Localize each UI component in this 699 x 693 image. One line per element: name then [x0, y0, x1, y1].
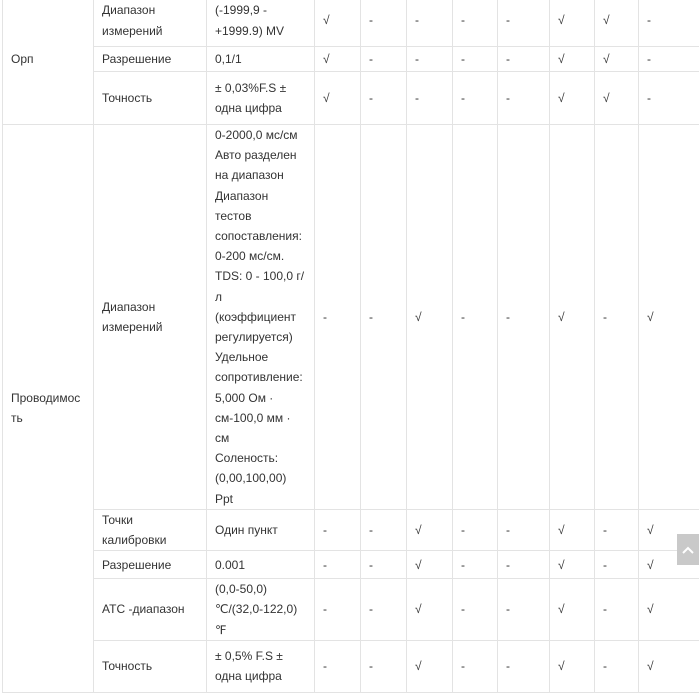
support-mark-cell: -: [595, 125, 639, 510]
support-mark-cell: √: [550, 579, 595, 641]
support-mark-cell: -: [407, 72, 453, 125]
support-mark-cell: √: [407, 551, 453, 579]
support-mark-cell: -: [453, 72, 498, 125]
support-mark-cell: -: [315, 551, 361, 579]
support-mark-cell: √: [315, 0, 361, 47]
support-mark-cell: -: [361, 640, 407, 692]
table-row: [3, 125, 699, 510]
value-line: ± 0,5% F.S ±: [215, 646, 306, 666]
table-row: [3, 579, 699, 641]
value-line: TDS: 0 - 100,0 г/л: [215, 266, 306, 306]
value-line: 0-200 мс/см.: [215, 246, 306, 266]
support-mark-cell: -: [498, 72, 550, 125]
support-mark-cell: -: [498, 125, 550, 510]
support-mark-cell: -: [315, 509, 361, 550]
value-line: сопоставления:: [215, 226, 306, 246]
support-mark-cell: -: [453, 125, 498, 510]
value-cell: [207, 640, 315, 692]
parameter-cell: Точки калибровки: [94, 509, 207, 550]
support-mark-cell: -: [595, 579, 639, 641]
value-line: 0,1/1: [215, 49, 306, 69]
table-row: [3, 509, 699, 550]
value-line: +1999.9) MV: [215, 21, 306, 41]
value-cell: [207, 47, 315, 72]
parameter-cell: Точность: [94, 640, 207, 692]
support-mark-cell: -: [453, 47, 498, 72]
scroll-to-top-button[interactable]: [677, 534, 699, 565]
value-line: (-1999,9 -: [215, 0, 306, 20]
value-line: регулируется): [215, 327, 306, 347]
value-cell: [207, 509, 315, 550]
parameter-cell: Разрешение: [94, 551, 207, 579]
support-mark-cell: √: [550, 551, 595, 579]
value-line: 0.001: [215, 555, 306, 575]
value-cell: [207, 72, 315, 125]
support-mark-cell: -: [595, 551, 639, 579]
support-mark-cell: √: [639, 579, 699, 641]
value-line: см-100,0 мм · см: [215, 408, 306, 448]
support-mark-cell: -: [498, 509, 550, 550]
value-line: одна цифра: [215, 98, 306, 118]
value-line: 0-2000,0 мс/см: [215, 125, 306, 145]
support-mark-cell: √: [550, 0, 595, 47]
support-mark-cell: -: [498, 47, 550, 72]
table-row: [3, 47, 699, 72]
support-mark-cell: √: [315, 47, 361, 72]
value-cell: [207, 579, 315, 641]
support-mark-cell: √: [550, 509, 595, 550]
support-mark-cell: √: [407, 509, 453, 550]
value-line: Соленость:: [215, 448, 306, 468]
group-cell: Проводимость: [3, 125, 94, 693]
support-mark-cell: -: [361, 0, 407, 47]
support-mark-cell: √: [550, 125, 595, 510]
value-line: (коэффициент: [215, 307, 306, 327]
support-mark-cell: -: [453, 579, 498, 641]
value-line: на диапазон: [215, 165, 306, 185]
support-mark-cell: -: [361, 47, 407, 72]
support-mark-cell: √: [639, 125, 699, 510]
parameter-cell: ATC -диапазон: [94, 579, 207, 641]
table-row: [3, 0, 699, 47]
value-line: Авто разделен: [215, 145, 306, 165]
value-cell: [207, 0, 315, 47]
support-mark-cell: √: [595, 0, 639, 47]
support-mark-cell: -: [498, 551, 550, 579]
support-mark-cell: -: [361, 509, 407, 550]
table-row: [3, 640, 699, 692]
support-mark-cell: -: [361, 125, 407, 510]
parameter-cell: Точность: [94, 72, 207, 125]
support-mark-cell: -: [639, 72, 699, 125]
support-mark-cell: -: [453, 0, 498, 47]
support-mark-cell: -: [498, 579, 550, 641]
value-cell: [207, 551, 315, 579]
support-mark-cell: -: [361, 551, 407, 579]
group-cell: Орп: [3, 0, 94, 125]
parameter-cell: Диапазон измерений: [94, 0, 207, 47]
support-mark-cell: √: [315, 72, 361, 125]
value-line: (0,00,100,00) Ppt: [215, 468, 306, 508]
support-mark-cell: √: [550, 47, 595, 72]
support-mark-cell: √: [595, 72, 639, 125]
support-mark-cell: √: [639, 509, 699, 550]
support-mark-cell: -: [639, 0, 699, 47]
support-mark-cell: -: [453, 551, 498, 579]
support-mark-cell: -: [315, 125, 361, 510]
value-line: одна цифра: [215, 666, 306, 686]
value-line: (0,0-50,0): [215, 579, 306, 599]
value-line: Диапазон тестов: [215, 186, 306, 226]
support-mark-cell: √: [407, 640, 453, 692]
support-mark-cell: √: [639, 551, 699, 579]
support-mark-cell: -: [315, 640, 361, 692]
support-mark-cell: -: [595, 509, 639, 550]
value-cell: [207, 125, 315, 510]
support-mark-cell: √: [407, 579, 453, 641]
support-mark-cell: √: [639, 640, 699, 692]
value-line: 5,000 Ом ·: [215, 388, 306, 408]
support-mark-cell: -: [407, 0, 453, 47]
support-mark-cell: √: [550, 640, 595, 692]
support-mark-cell: √: [595, 47, 639, 72]
value-line: ℃/(32,0-122,0) ℉: [215, 599, 306, 639]
value-line: сопротивление:: [215, 367, 306, 387]
support-mark-cell: √: [550, 72, 595, 125]
spec-table: [2, 0, 699, 693]
parameter-cell: Разрешение: [94, 47, 207, 72]
table-row: [3, 72, 699, 125]
value-line: Удельное: [215, 347, 306, 367]
table-row: [3, 551, 699, 579]
support-mark-cell: -: [498, 0, 550, 47]
support-mark-cell: -: [361, 579, 407, 641]
value-line: Один пункт: [215, 520, 306, 540]
support-mark-cell: √: [407, 125, 453, 510]
parameter-cell: Диапазон измерений: [94, 125, 207, 510]
support-mark-cell: -: [361, 72, 407, 125]
support-mark-cell: -: [453, 640, 498, 692]
support-mark-cell: -: [407, 47, 453, 72]
support-mark-cell: -: [453, 509, 498, 550]
chevron-up-icon: [682, 546, 694, 554]
support-mark-cell: -: [498, 640, 550, 692]
support-mark-cell: -: [639, 47, 699, 72]
support-mark-cell: -: [595, 640, 639, 692]
value-line: ± 0,03%F.S ±: [215, 78, 306, 98]
support-mark-cell: -: [315, 579, 361, 641]
